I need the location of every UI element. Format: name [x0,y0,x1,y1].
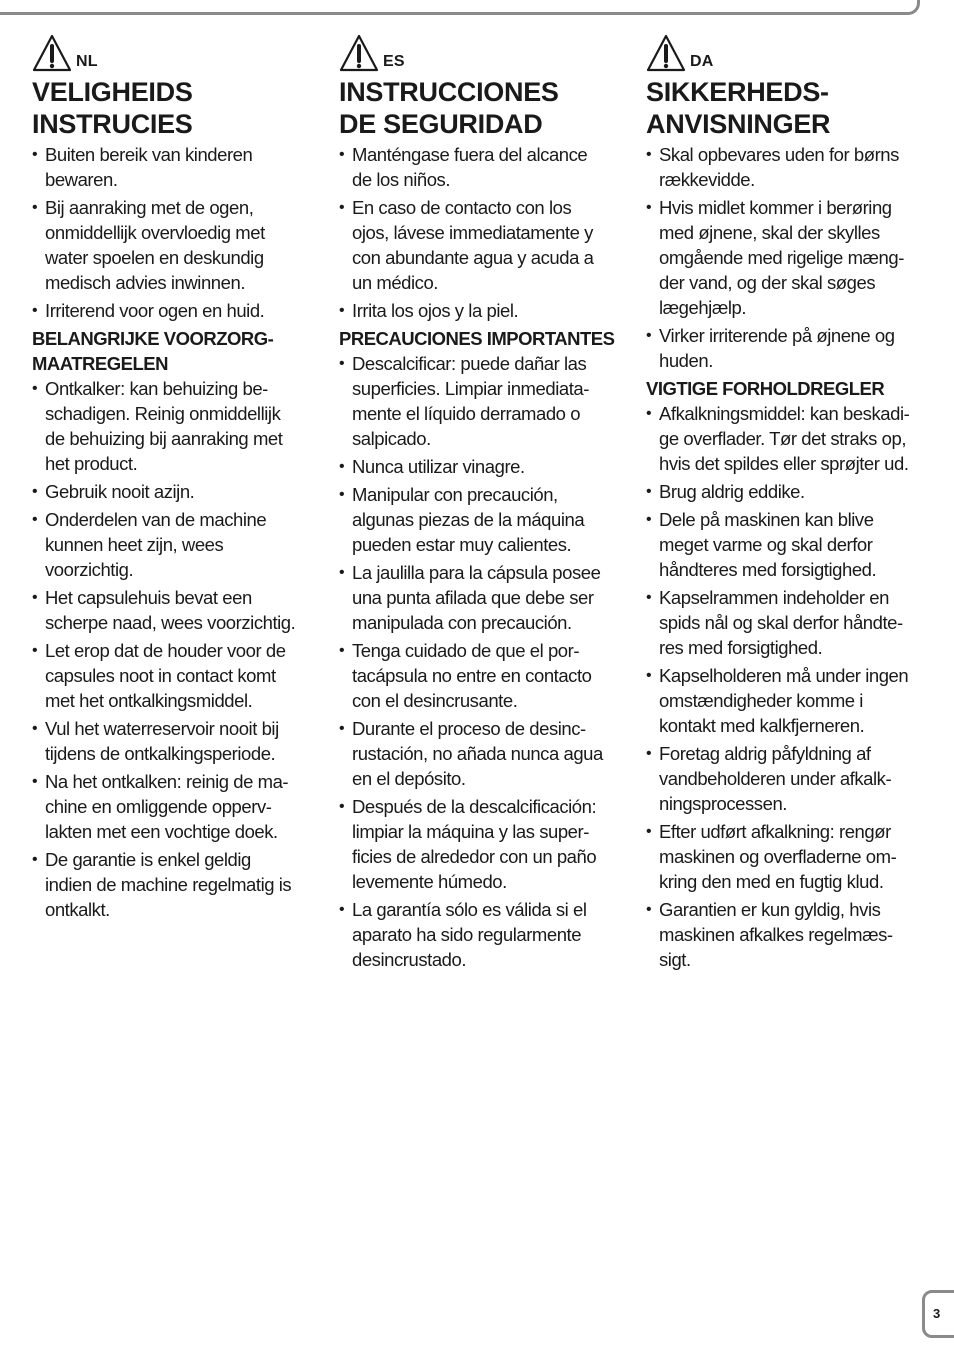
list-item: • Irriterend voor ogen en huid. [32,298,314,323]
list-item: • Buiten bereik van kinderen bewaren. [32,142,314,192]
list-item: • Kapselholderen må under ingen omstændigheder komme i kontakt med kalkfjerneren. [646,663,928,738]
list-item: • En caso de contacto con los ojos, lávese immediatamente y con abundante agua y acuda a un médico. [339,195,621,295]
precautions-list [32,376,314,922]
list-item: • La jaulilla para la cápsula posee una punta afilada que debe ser manipulada con precaución. [339,560,621,635]
sub-heading: BELANGRIJKE VOORZORG- MAATREGELEN [32,328,274,374]
list-item: • La garantía sólo es válida si el aparato ha sido regularmente desincrustado. [339,897,621,972]
list-item: • De garantie is enkel geldig indien de machine regelmatig is ontkalkt. [32,847,314,922]
column-nl [32,32,314,925]
language-code: DA [690,53,714,70]
list-item: • Después de la descalcificación: limpiar la máquina y las super- ficies de alrededor con un paño levemente húmedo. [339,794,621,894]
section-title: SIKKERHEDS- ANVISNINGER [646,77,831,139]
list-item: • Irrita los ojos y la piel. [339,298,621,323]
list-item: • Dele på maskinen kan blive meget varme og skal derfor håndteres med forsigtighed. [646,507,928,582]
warning-list [32,142,314,323]
warning-list [339,142,621,323]
list-item: • Foretag aldrig påfyldning af vandbeholderen under afkalk- ningsprocessen. [646,741,928,816]
language-header [339,32,621,72]
list-item: • Garantien er kun gyldig, hvis maskinen afkalkes regelmæs- sigt. [646,897,928,972]
warning-triangle-icon [339,34,379,72]
list-item: • Virker irriterende på øjnene og huden. [646,323,928,373]
list-item: • Gebruik nooit azijn. [32,479,314,504]
list-item: • Durante el proceso de desinc- rustación, no añada nunca agua en el depósito. [339,716,621,791]
list-item: • Bij aanraking met de ogen, onmiddellijk overvloedig met water spoelen en deskundig medisch advies inwinnen. [32,195,314,295]
column-es [339,32,621,975]
list-item: • Kapselrammen indeholder en spids nål og skal derfor håndte- res med forsigtighed. [646,585,928,660]
warning-list [646,142,928,373]
column-da [646,32,928,975]
list-item: • Na het ontkalken: reinig de ma- chine en omliggende opperv- lakten met een vochtige doek. [32,769,314,844]
sub-heading: VIGTIGE FORHOLDREGLER [646,378,885,399]
list-item: • Nunca utilizar vinagre. [339,454,621,479]
page-number: 3 [933,1306,941,1321]
list-item: • Efter udført afkalkning: rengør maskinen og overfladerne om- kring den med en fugtig klud. [646,819,928,894]
list-item: • Onderdelen van de machine kunnen heet zijn, wees voorzichtig. [32,507,314,582]
list-item: • Descalcificar: puede dañar las superficies. Limpiar inmediata- mente el líquido derramado o salpicado. [339,351,621,451]
language-code: ES [383,53,405,70]
warning-triangle-icon [32,34,72,72]
precautions-list [646,401,928,972]
language-header [646,32,928,72]
list-item: • Tenga cuidado de que el por- tacápsula no entre en contacto con el desincrusante. [339,638,621,713]
language-code: NL [76,53,98,70]
list-item: • Brug aldrig eddike. [646,479,928,504]
language-header [32,32,314,72]
list-item: • Ontkalker: kan behuizing be- schadigen. Reinig onmiddellijk de behuizing bij aanraking met het product. [32,376,314,476]
list-item: • Afkalkningsmiddel: kan beskadi- ge overflader. Tør det straks op, hvis det spildes eller sprøjter ud. [646,401,928,476]
list-item: • Manténgase fuera del alcance de los niños. [339,142,621,192]
section-title: VELIGHEIDS INSTRUCIES [32,77,193,139]
section-title: INSTRUCCIONES DE SEGURIDAD [339,77,559,139]
sub-heading: PRECAUCIONES IMPORTANTES [339,328,615,349]
list-item: • Vul het waterreservoir nooit bij tijdens de ontkalkingsperiode. [32,716,314,766]
page-top-frame [0,0,920,15]
precautions-list [339,351,621,972]
warning-triangle-icon [646,34,686,72]
list-item: • Skal opbevares uden for børns rækkevidde. [646,142,928,192]
list-item: • Hvis midlet kommer i berøring med øjnene, skal der skylles omgående med rigelige mæng- der vand, og der skal søges lægehjælp. [646,195,928,320]
list-item: • Manipular con precaución, algunas piezas de la máquina pueden estar muy calientes. [339,482,621,557]
list-item: • Let erop dat de houder voor de capsules noot in contact komt met het ontkalkingsmiddel. [32,638,314,713]
list-item: • Het capsulehuis bevat een scherpe naad, wees voorzichtig. [32,585,314,635]
